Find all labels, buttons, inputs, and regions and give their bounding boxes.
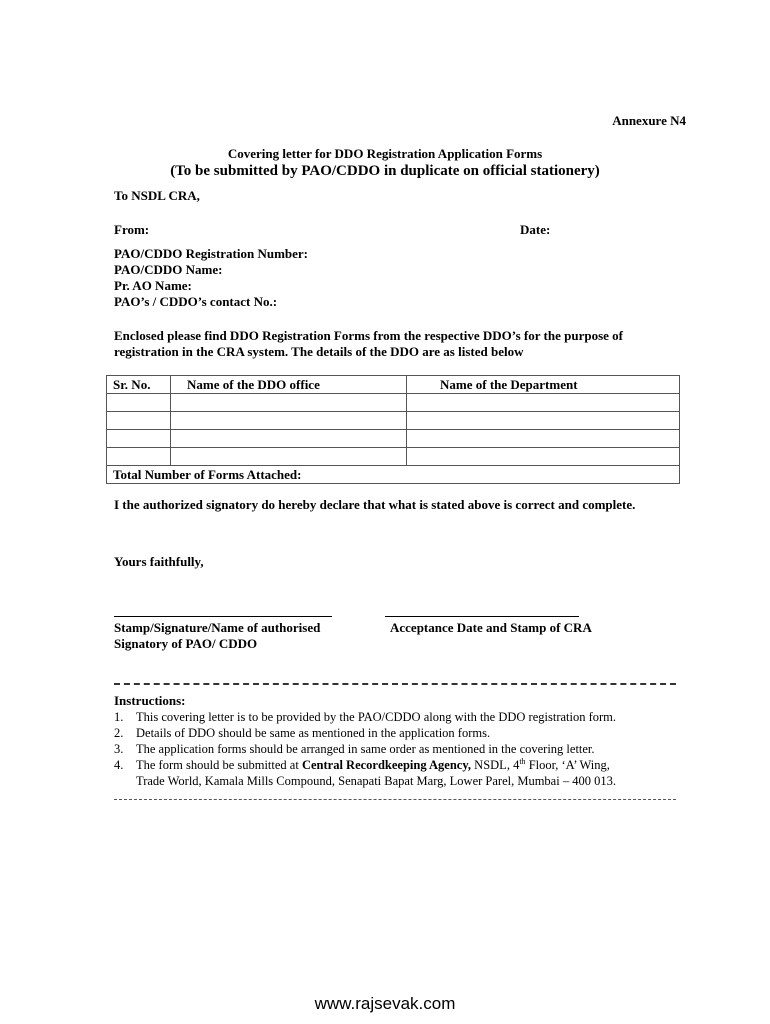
instruction-text: Details of DDO should be same as mentioned in the application forms. <box>136 726 491 740</box>
table-cell[interactable] <box>107 412 171 430</box>
list-item <box>114 741 694 757</box>
header-sr-no: Sr. No. <box>107 376 171 394</box>
table-cell[interactable] <box>171 448 407 466</box>
cra-acceptance-label: Acceptance Date and Stamp of CRA <box>390 620 592 635</box>
header-ddo-office: Name of the DDO office <box>171 376 407 394</box>
table-cell[interactable] <box>407 448 680 466</box>
annexure-label: Annexure N4 <box>612 113 686 128</box>
instructions-list <box>114 709 694 789</box>
intro-line-2: registration in the CRA system. The details of the DDO are as listed below <box>114 344 524 359</box>
table-cell[interactable] <box>171 412 407 430</box>
list-number: 2. <box>114 726 124 740</box>
signature-line-right <box>385 616 579 617</box>
signatory-label-line1: Stamp/Signature/Name of authorised <box>114 620 321 635</box>
table-cell[interactable] <box>107 430 171 448</box>
date-label: Date: <box>520 222 551 237</box>
field-pao-name: PAO/CDDO Name: <box>114 262 223 277</box>
cra-name: Central Recordkeeping Agency, <box>301 758 472 772</box>
list-number: 4. <box>114 758 124 772</box>
table-cell[interactable] <box>407 412 680 430</box>
table-cell[interactable] <box>407 430 680 448</box>
recipient: To NSDL CRA, <box>114 188 200 203</box>
instructions-heading: Instructions: <box>114 693 186 708</box>
instruction-text: This covering letter is to be provided by the PAO/CDDO along with the DDO registration form. <box>136 710 617 724</box>
table-cell[interactable] <box>107 448 171 466</box>
instruction-text-mid: NSDL, 4 <box>471 758 520 772</box>
signatory-label-line2: Signatory of PAO/ CDDO <box>114 636 258 651</box>
list-number: 3. <box>114 742 124 756</box>
declaration: I the authorized signatory do hereby declare that what is stated above is correct and complete. <box>114 497 636 512</box>
ordinal-suffix: th <box>519 756 526 766</box>
table-row <box>107 394 680 412</box>
table-row <box>107 448 680 466</box>
field-registration-number: PAO/CDDO Registration Number: <box>114 246 309 261</box>
table-header-row <box>107 376 680 394</box>
instruction-text-pre: The form should be submitted at <box>136 758 302 772</box>
list-number: 1. <box>114 710 124 724</box>
list-item <box>114 725 694 741</box>
document-subtitle: (To be submitted by PAO/CDDO in duplicate on official stationery) <box>170 163 600 179</box>
table-total-row <box>107 466 680 484</box>
table-row <box>107 430 680 448</box>
instruction-text-post: Floor, ‘A’ Wing, <box>525 758 610 772</box>
ddo-table <box>106 375 680 484</box>
table-cell[interactable] <box>171 394 407 412</box>
table-cell[interactable] <box>407 394 680 412</box>
intro-line-1: Enclosed please find DDO Registration Forms from the respective DDO’s for the purpose of <box>114 328 623 343</box>
table-cell[interactable] <box>107 394 171 412</box>
field-pr-ao-name: Pr. AO Name: <box>114 278 192 293</box>
address-line: Trade World, Kamala Mills Compound, Senapati Bapat Marg, Lower Parel, Mumbai – 400 013. <box>136 774 616 788</box>
table-cell[interactable] <box>171 430 407 448</box>
divider-top <box>114 683 676 685</box>
document-title: Covering letter for DDO Registration Application Forms <box>227 146 543 161</box>
instruction-text: The application forms should be arranged in same order as mentioned in the covering letter. <box>136 742 595 756</box>
signature-line-left <box>114 616 332 617</box>
table-row <box>107 412 680 430</box>
footer-url[interactable]: www.rajsevak.com <box>314 994 456 1013</box>
from-label: From: <box>114 222 150 237</box>
closing: Yours faithfully, <box>114 554 204 569</box>
header-department: Name of the Department <box>407 376 680 394</box>
list-item <box>114 709 694 725</box>
list-item <box>114 757 694 789</box>
total-forms-label: Total Number of Forms Attached: <box>107 466 680 484</box>
divider-bottom <box>114 799 676 800</box>
field-contact-no: PAO’s / CDDO’s contact No.: <box>114 294 278 309</box>
